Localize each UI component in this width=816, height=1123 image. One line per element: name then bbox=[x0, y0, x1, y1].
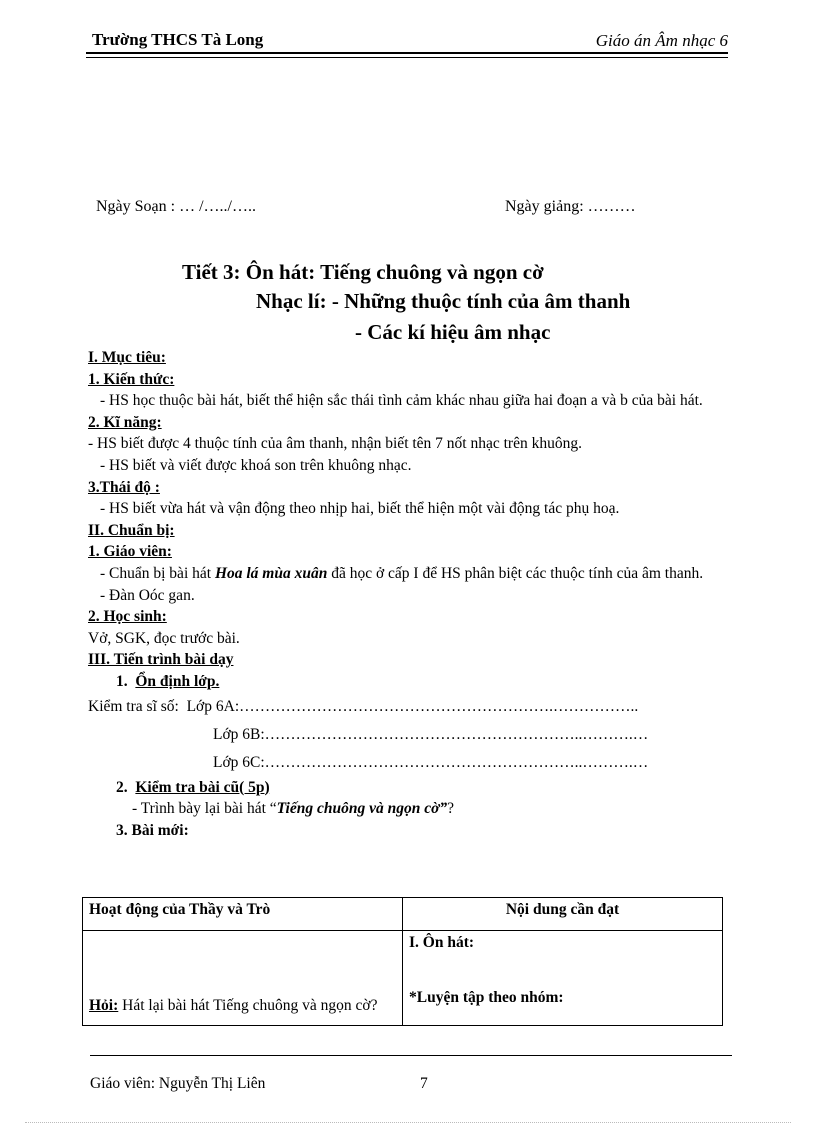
table-header-row bbox=[83, 898, 723, 931]
student-prep-text: Vở, SGK, đọc trước bài. bbox=[88, 629, 240, 647]
teaching-date: Ngày giảng: ……… bbox=[505, 198, 636, 215]
step1 bbox=[88, 671, 728, 693]
teacher-prep-text bbox=[88, 563, 728, 585]
skill-item-2: - HS biết và viết được khoá son trên khuông nhạc. bbox=[100, 456, 412, 474]
header-school: Trường THCS Tà Long bbox=[92, 30, 264, 49]
lesson-body bbox=[88, 347, 728, 841]
footer-teacher: Giáo viên: Nguyễn Thị Liên bbox=[90, 1075, 266, 1092]
header-divider bbox=[86, 52, 728, 54]
class-6c: Lớp 6C:……………………………………………………..……….… bbox=[213, 753, 649, 771]
step2-number: 2. bbox=[116, 778, 128, 796]
question-text: Hát lại bài hát Tiếng chuông và ngọn cờ? bbox=[118, 997, 378, 1014]
teacher-prep-heading: 1. Giáo viên: bbox=[88, 543, 172, 561]
teacher-prep-post: đã học ở cấp I để HS phân biệt các thuộc tính của âm thanh. bbox=[327, 564, 704, 582]
step2-heading: Kiểm tra bài cũ( 5p) bbox=[135, 778, 270, 796]
table-row bbox=[83, 931, 723, 1026]
lesson-table bbox=[82, 897, 723, 1026]
table-cell-content bbox=[403, 931, 723, 1026]
student-prep-heading: 2. Học sinh: bbox=[88, 608, 167, 626]
question-label: Hỏi: bbox=[89, 997, 119, 1014]
table-header-activities: Hoạt động của Thầy và Trò bbox=[83, 898, 403, 931]
header-divider-thin bbox=[86, 57, 728, 58]
step3-heading: 3. Bài mới: bbox=[116, 821, 189, 839]
step1-number: 1. bbox=[116, 672, 128, 690]
knowledge-text: - HS học thuộc bài hát, biết thể hiện sắc thái tình cảm khác nhau giữa hai đoạn a và b của bài hát. bbox=[100, 392, 703, 410]
table-cell-activity bbox=[83, 931, 403, 1026]
lesson-title-line2: Nhạc lí: - Những thuộc tính của âm thanh bbox=[256, 289, 631, 313]
attendance-row-6a bbox=[88, 693, 728, 721]
table-header-content: Nội dung cần đạt bbox=[403, 898, 723, 931]
lesson-title-line3: - Các kí hiệu âm nhạc bbox=[355, 320, 551, 344]
lesson-title-line1: Tiết 3: Ôn hát: Tiếng chuông và ngọn cờ bbox=[182, 260, 544, 284]
section-preparation-heading: II. Chuẩn bị: bbox=[88, 521, 175, 539]
header-doc-title: Giáo án Âm nhạc 6 bbox=[595, 31, 728, 50]
page-number: 7 bbox=[420, 1075, 428, 1092]
step2-post: ? bbox=[447, 800, 455, 818]
teacher-prep-item-2: - Đàn Oóc gan. bbox=[100, 586, 195, 604]
class-6b: Lớp 6B:……………………………………………………..……….… bbox=[213, 725, 649, 743]
teacher-prep-pre: - Chuẩn bị bài hát bbox=[100, 564, 215, 582]
section-objectives-heading: I. Mục tiêu: bbox=[88, 349, 166, 366]
content-group-practice: *Luyện tập theo nhóm: bbox=[409, 989, 564, 1006]
preparation-date: Ngày Soạn : … /…../….. bbox=[96, 198, 256, 215]
step2-text bbox=[88, 798, 728, 820]
footer-divider bbox=[90, 1055, 732, 1056]
attitude-text: - HS biết vừa hát và vận động theo nhịp hai, biết thể hiện một vài động tác phụ hoạ. bbox=[100, 500, 620, 518]
skill-item-1: - HS biết được 4 thuộc tính của âm thanh, nhận biết tên 7 nốt nhạc trên khuông. bbox=[88, 435, 582, 453]
attitude-heading: 3.Thái độ : bbox=[88, 478, 160, 496]
step1-heading: Ổn định lớp. bbox=[135, 672, 220, 690]
step2-pre: - Trình bày lại bài hát “ bbox=[132, 800, 277, 818]
attendance-label: Kiểm tra sĩ số: bbox=[88, 697, 179, 715]
class-6a: Lớp 6A:…………………………………………………….…………….. bbox=[186, 697, 639, 715]
step2-song: Tiếng chuông và ngọn cờ” bbox=[276, 800, 448, 818]
step2 bbox=[88, 777, 728, 799]
section-procedure-heading: III. Tiến trình bài dạy bbox=[88, 651, 234, 669]
content-review-heading: I. Ôn hát: bbox=[409, 934, 475, 951]
teacher-prep-song: Hoa lá mùa xuân bbox=[214, 564, 328, 582]
knowledge-heading: 1. Kiến thức: bbox=[88, 370, 175, 388]
skills-heading: 2. Kĩ năng: bbox=[88, 413, 162, 431]
